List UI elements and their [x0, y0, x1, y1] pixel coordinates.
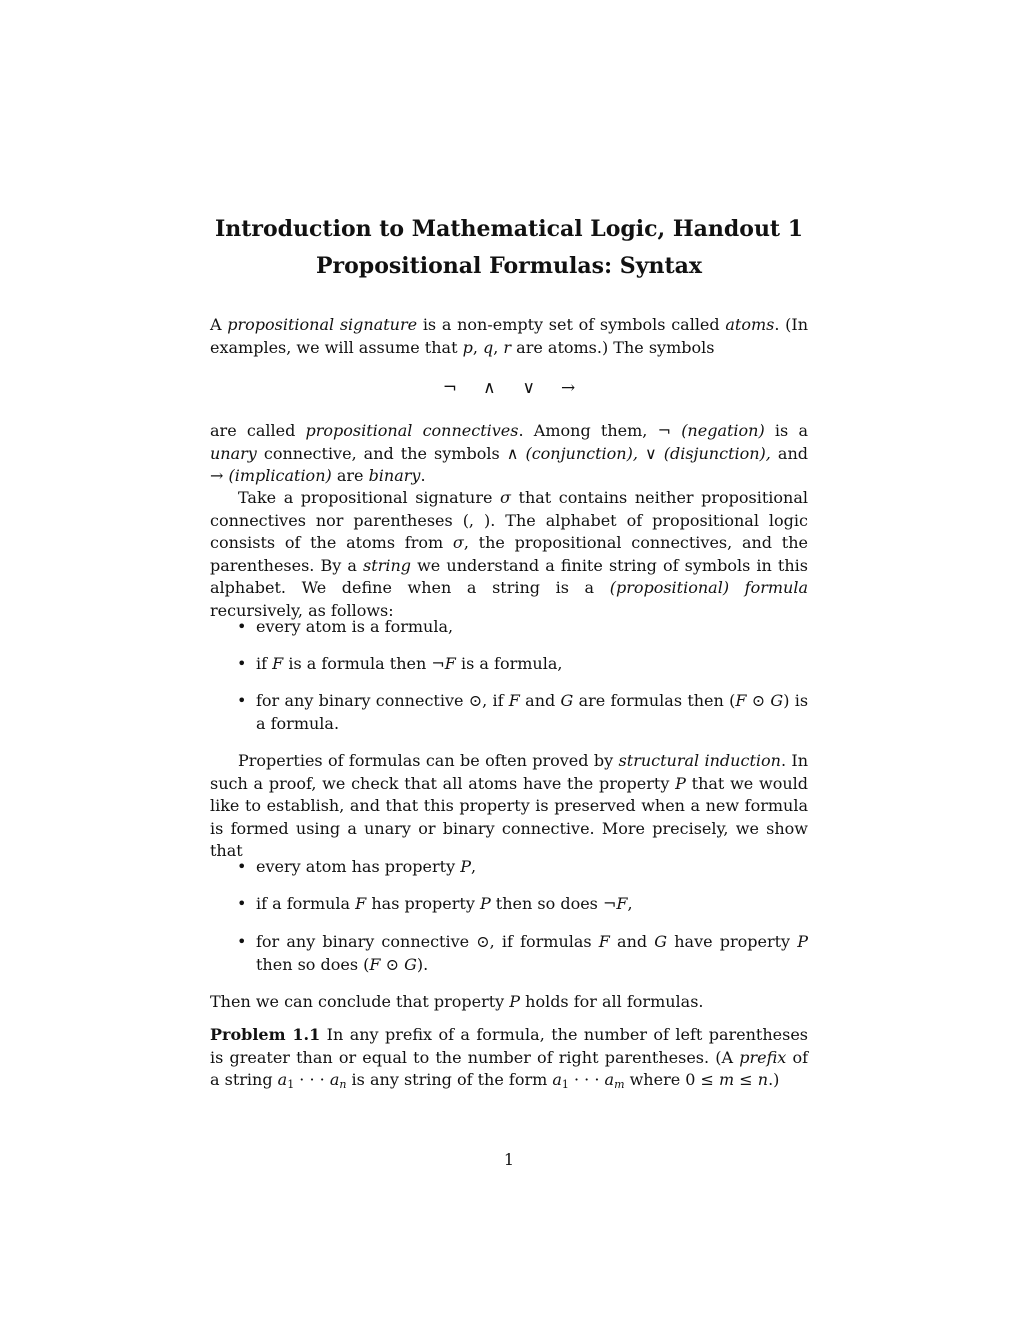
conjunction-symbol: ∧	[483, 378, 496, 398]
list-item: • for any binary connective ⊙, if formulas F and G have property P then so does (F ⊙ G).	[237, 932, 808, 974]
induction-list-3	[210, 931, 808, 976]
formula-definition-list-2	[210, 653, 808, 676]
induction-list	[210, 856, 808, 879]
alphabet-paragraph: Take a propositional signature σ that contains neither propositional connectives nor parentheses (, ). The alphabet of propositional logic consists of the atoms from σ, the propositional connectives, and the parentheses. By a string we understand a finite string of symbols in this alphabet. We define when a string is a (propositional) formula recursively, as follows:	[210, 488, 809, 620]
list-item: • if F is a formula then ¬F is a formula,	[237, 654, 563, 673]
connective-symbols	[210, 378, 808, 398]
problem-1-1: Problem 1.1 In any prefix of a formula, the number of left parentheses is greater than or equal to the number of right parentheses. (A prefix of a string $a_1$ · · · $a_n$ is any string of the form $a_1$ · · · $a_m$ where 0 ≤ m ≤ n.)	[210, 1025, 809, 1092]
document-subtitle: Propositional Formulas: Syntax	[316, 253, 702, 279]
list-item: • if a formula F has property P then so does ¬F,	[237, 894, 633, 913]
problem-label: Problem 1.1	[210, 1025, 321, 1044]
intro-paragraph: A propositional signature is a non-empty set of symbols called atoms. (In examples, we will assume that p, q, r are atoms.) The symbols	[210, 315, 809, 357]
list-item: • every atom is a formula,	[237, 617, 454, 636]
list-item: • for any binary connective ⊙, if F and G are formulas then (F ⊙ G) is a formula.	[237, 691, 809, 733]
conclusion-paragraph: Then we can conclude that property P holds for all formulas.	[210, 992, 704, 1011]
formula-definition-list-3	[210, 690, 808, 735]
induction-paragraph: Properties of formulas can be often proved by structural induction. In such a proof, we check that all atoms have the property P that we would like to establish, and that this property is preserved when a new formula is formed using a unary or binary connective. More precisely, we show that	[210, 751, 809, 861]
formula-definition-list	[210, 616, 808, 639]
page-number: 1	[503, 1150, 515, 1169]
disjunction-symbol: ∨	[522, 378, 535, 398]
induction-list-2	[210, 893, 808, 916]
connectives-paragraph: are called propositional connectives. Among them, ¬ (negation) is a unary connective, and the symbols ∧ (conjunction), ∨ (disjunction), and → (implication) are binary.	[210, 421, 808, 486]
list-item: • every atom has property P,	[237, 857, 477, 876]
document-title: Introduction to Mathematical Logic, Handout 1	[214, 216, 804, 242]
negation-symbol: ¬	[442, 378, 458, 398]
implication-symbol: →	[560, 378, 576, 398]
